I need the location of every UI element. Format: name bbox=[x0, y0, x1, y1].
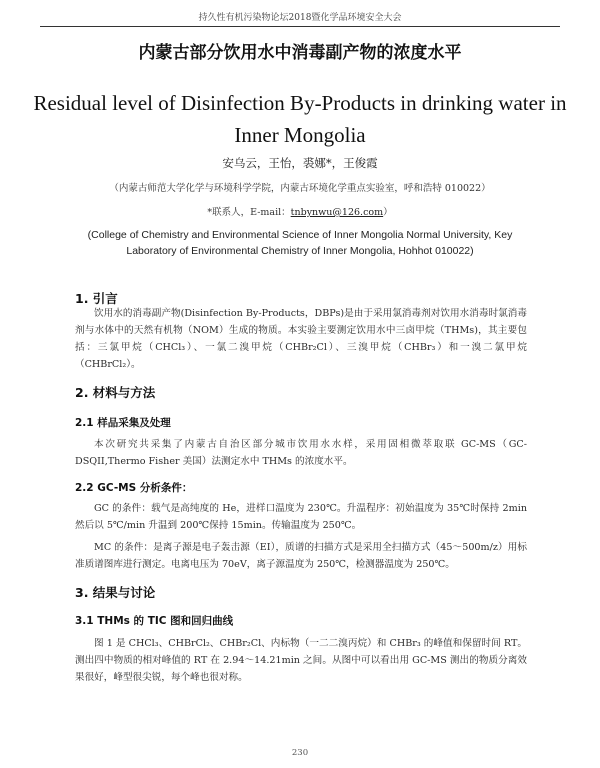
contact-close: ） bbox=[383, 207, 393, 218]
contact-email-link[interactable]: tnbynwu@126.com bbox=[290, 207, 384, 218]
section-2-2-paragraph-ms: MC 的条件：是离子源是电子轰击源（EI），质谱的扫描方式是采用全扫描方式（45～500m/z）用标准质谱图库进行测定。电离电压为 70eV，离子源温度为 250℃，检测器温度为 250℃。 bbox=[75, 542, 527, 570]
section-2-1-heading: 2.1 样品采集及处理 bbox=[75, 417, 171, 429]
page-number: 230 bbox=[291, 748, 309, 758]
affiliation-chinese: （内蒙古师范大学化学与环境科学学院，内蒙古环境化学重点实验室，呼和浩特 010022） bbox=[109, 183, 491, 194]
affiliation-english: (College of Chemistry and Environmental Science of Inner Mongolia Normal University, Key Laboratory of Environmental Chemistry of Inner Mongolia, Hohhot 010022) bbox=[87, 229, 513, 257]
section-2-heading: 2. 材料与方法 bbox=[75, 385, 156, 400]
header-rule bbox=[40, 26, 560, 27]
contact-line bbox=[0, 204, 600, 218]
section-2-2-paragraph-gc: GC 的条件：载气是高纯度的 He，进样口温度为 230℃。升温程序：初始温度为 35℃时保持 2min 然后以 5℃/min 升温到 200℃保持 15min。传输温度为 250℃。 bbox=[75, 503, 527, 531]
contact-label: *联系人，E-mail： bbox=[207, 207, 291, 218]
title-chinese: 内蒙古部分饮用水中消毒副产物的浓度水平 bbox=[138, 43, 462, 63]
section-1-paragraph: 饮用水的消毒副产物(Disinfection By-Products，DBPs)是由于采用氯消毒剂对饮用水消毒时氯消毒剂与水体中的天然有机物（NOM）生成的物质。本实验主要测定饮用水中三卤甲烷（THMs)，其主要包括：三氯甲烷（CHCl₃）、一氯二溴甲烷（CHBr₂Cl）、三溴甲烷（CHBr₃）和一溴二氯甲烷（CHBrCl₂）。 bbox=[75, 308, 527, 370]
section-3-1-paragraph: 图 1 是 CHCl₃、CHBrCl₂、CHBr₂Cl、内标物（一二二溴丙烷）和 CHBr₃ 的峰值和保留时间 RT。测出四中物质的相对峰值的 RT 在 2.94～14.21min 之间。从图中可以看出用 GC-MS 测出的物质分离效果很好，峰型很尖锐，每个峰也很对称。 bbox=[75, 638, 527, 683]
section-1-heading: 1. 引言 bbox=[75, 291, 118, 306]
authors: 安乌云，王怡，裘娜*，王俊霞 bbox=[222, 156, 378, 170]
section-3-heading: 3. 结果与讨论 bbox=[75, 585, 156, 600]
running-header: 持久性有机污染物论坛2018暨化学品环境安全大会 bbox=[198, 13, 402, 23]
title-english: Residual level of Disinfection By-Products in drinking water in Inner Mongolia bbox=[33, 91, 567, 147]
section-3-1-heading: 3.1 THMs 的 TIC 图和回归曲线 bbox=[75, 615, 234, 627]
section-2-1-paragraph: 本次研究共采集了内蒙古自治区部分城市饮用水水样，采用固相微萃取联 GC-MS（GC-DSQII,Thermo Fisher 美国）法测定水中 THMs 的浓度水平。 bbox=[75, 439, 527, 467]
section-2-2-heading: 2.2 GC-MS 分析条件： bbox=[75, 482, 193, 494]
